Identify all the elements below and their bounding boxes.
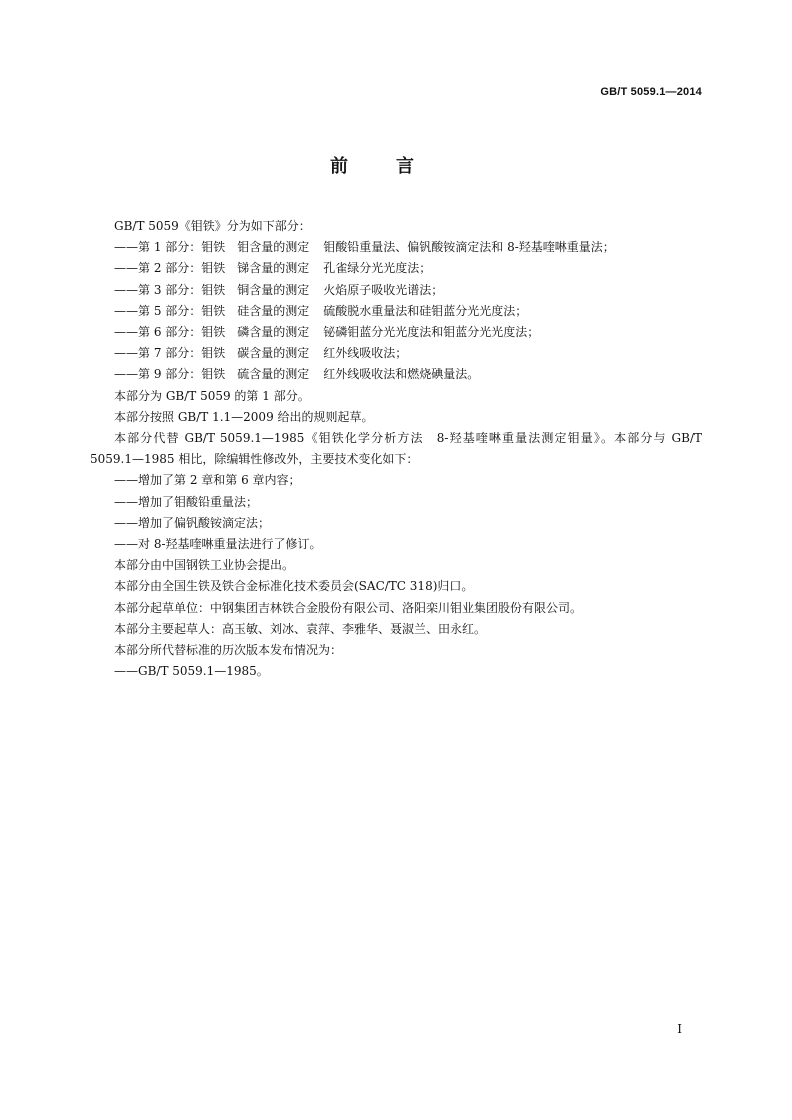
part-item bbox=[90, 343, 702, 364]
item-dash: —— bbox=[114, 261, 138, 276]
paragraph-replaces: 本部分代替 GB/T 5059.1—1985《钼铁化学分析方法 8-羟基喹啉重量法测定钼量》。本部分与 GB/T 5059.1—1985 相比，除编辑性修改外，主要技术变化如下： bbox=[90, 431, 702, 467]
page-number: I bbox=[677, 1022, 682, 1036]
history-text: GB/T 5059.1—1985。 bbox=[138, 664, 269, 679]
part-method: 红外线吸收法和燃烧碘量法。 bbox=[323, 367, 480, 382]
paragraph-drafters: 本部分主要起草人：高玉敏、刘冰、袁萍、李雅华、聂淑兰、田永红。 bbox=[114, 621, 487, 636]
item-dash: —— bbox=[114, 664, 138, 679]
item-dash: —— bbox=[114, 303, 138, 318]
change-item bbox=[90, 492, 702, 513]
part-label: 第 3 部分：钼铁 铜含量的测定 bbox=[138, 282, 310, 297]
part-method: 硫酸脱水重量法和硅钼蓝分光光度法； bbox=[323, 303, 528, 318]
change-text: 增加了第 2 章和第 6 章内容； bbox=[138, 473, 301, 488]
change-text: 增加了钼酸铅重量法； bbox=[138, 494, 259, 509]
part-item bbox=[90, 237, 702, 258]
intro-line: GB/T 5059《钼铁》分为如下部分： bbox=[114, 219, 311, 233]
standard-code-header: GB/T 5059.1—2014 bbox=[600, 86, 702, 98]
item-dash: —— bbox=[114, 473, 138, 488]
item-dash: —— bbox=[114, 367, 138, 382]
change-text: 对 8-羟基喹啉重量法进行了修订。 bbox=[138, 537, 322, 552]
item-dash: —— bbox=[114, 537, 138, 552]
item-dash: —— bbox=[114, 325, 138, 340]
part-label: 第 5 部分：钼铁 硅含量的测定 bbox=[138, 303, 310, 318]
paragraph-part-of: 本部分为 GB/T 5059 的第 1 部分。 bbox=[114, 388, 310, 403]
part-label: 第 9 部分：钼铁 硫含量的测定 bbox=[138, 367, 310, 382]
paragraph-history: 本部分所代替标准的历次版本发布情况为： bbox=[114, 643, 343, 658]
item-dash: —— bbox=[114, 240, 138, 255]
paragraph-proposed: 本部分由中国钢铁工业协会提出。 bbox=[114, 558, 295, 573]
document-body bbox=[90, 216, 702, 682]
part-item bbox=[90, 258, 702, 279]
part-item bbox=[90, 322, 702, 343]
change-item bbox=[90, 534, 702, 555]
part-method: 孔雀绿分光光度法； bbox=[323, 261, 432, 276]
part-item bbox=[90, 280, 702, 301]
part-label: 第 2 部分：钼铁 锑含量的测定 bbox=[138, 261, 310, 276]
change-item bbox=[90, 513, 702, 534]
paragraph-centralized: 本部分由全国生铁及铁合金标准化技术委员会(SAC/TC 318)归口。 bbox=[114, 579, 474, 594]
history-item bbox=[90, 661, 702, 682]
part-label: 第 6 部分：钼铁 磷含量的测定 bbox=[138, 325, 310, 340]
item-dash: —— bbox=[114, 346, 138, 361]
part-method: 红外线吸收法； bbox=[323, 346, 408, 361]
change-item bbox=[90, 470, 702, 491]
part-label: 第 1 部分：钼铁 钼含量的测定 bbox=[138, 240, 310, 255]
part-method: 火焰原子吸收光谱法； bbox=[323, 282, 444, 297]
part-method: 铋磷钼蓝分光光度法和钼蓝分光光度法； bbox=[323, 325, 540, 340]
change-text: 增加了偏钒酸铵滴定法； bbox=[138, 515, 271, 530]
paragraph-rules: 本部分按照 GB/T 1.1—2009 给出的规则起草。 bbox=[114, 409, 374, 424]
part-label: 第 7 部分：钼铁 碳含量的测定 bbox=[138, 346, 310, 361]
part-method: 钼酸铅重量法、偏钒酸铵滴定法和 8-羟基喹啉重量法； bbox=[323, 240, 615, 255]
page-title: 前言 bbox=[330, 156, 462, 177]
item-dash: —— bbox=[114, 282, 138, 297]
item-dash: —— bbox=[114, 494, 138, 509]
item-dash: —— bbox=[114, 515, 138, 530]
part-item bbox=[90, 301, 702, 322]
part-item bbox=[90, 364, 702, 385]
paragraph-drafting-units: 本部分起草单位：中钢集团吉林铁合金股份有限公司、洛阳栾川钼业集团股份有限公司。 bbox=[114, 600, 583, 615]
